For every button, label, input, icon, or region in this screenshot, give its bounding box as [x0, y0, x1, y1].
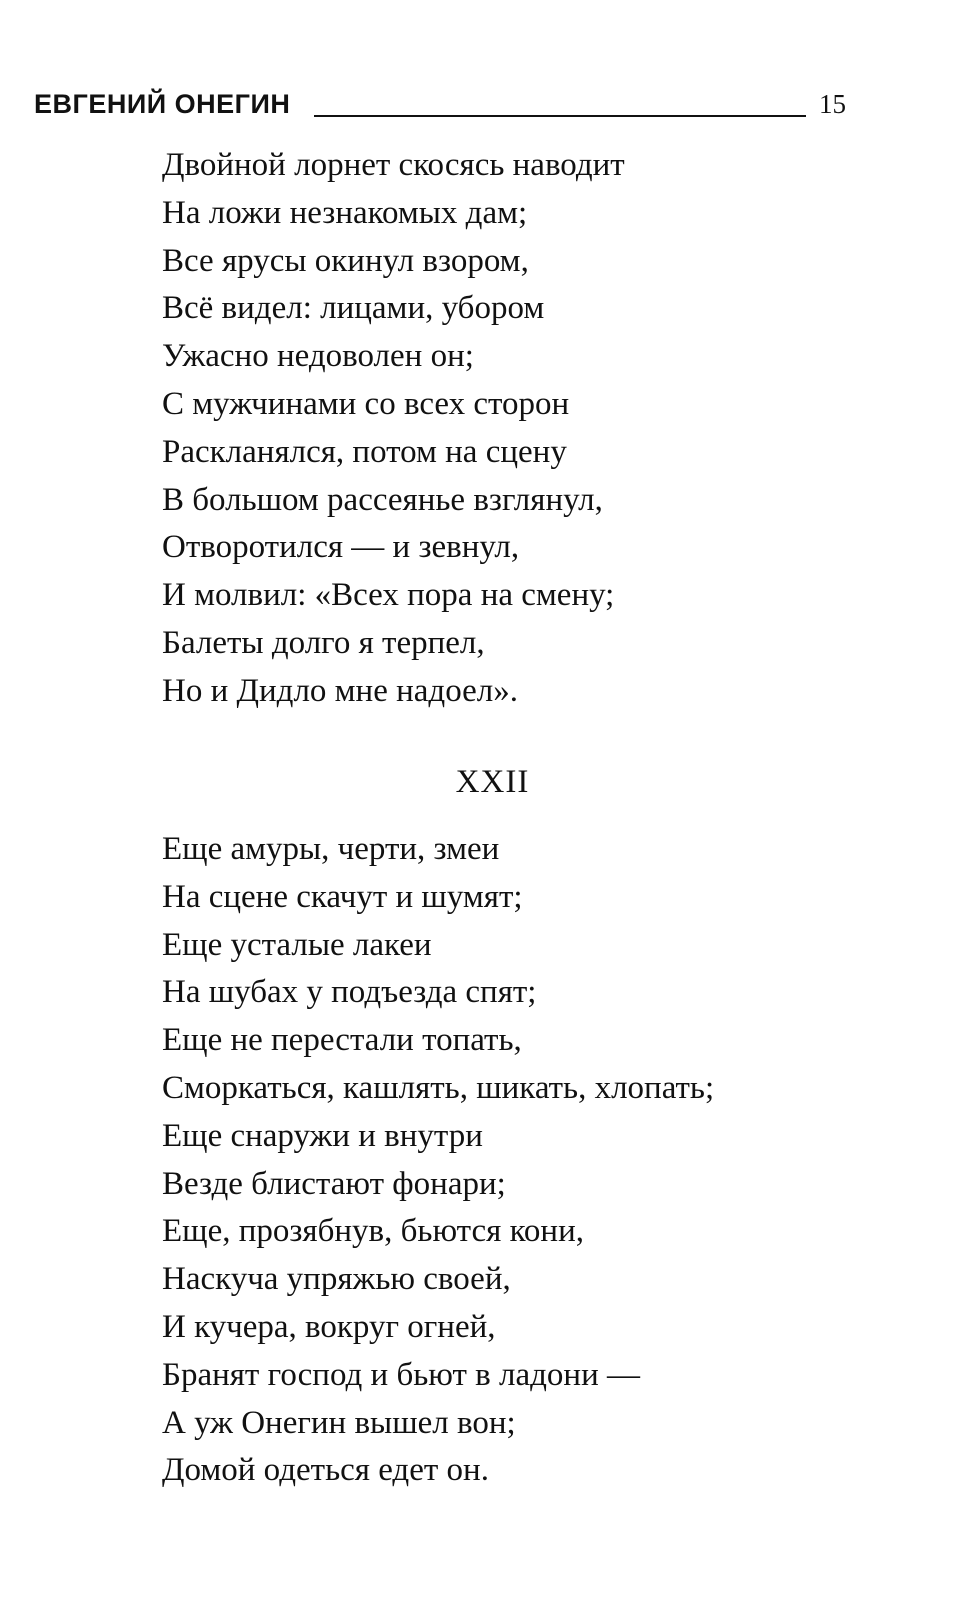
verse-line: Но и Дидло мне надоел».	[162, 672, 518, 709]
verse-line: На сцене скачут и шумят;	[162, 878, 523, 915]
stanza-number: XXII	[455, 764, 530, 800]
verse-line: Еще усталые лакеи	[162, 926, 432, 963]
verse-line: Еще не перестали топать,	[162, 1022, 522, 1059]
verse-line: И кучера, вокруг огней,	[162, 1308, 496, 1345]
verse-line: Еще, прозябнув, бьются кони,	[162, 1213, 585, 1250]
verse-line: Балеты долго я терпел,	[162, 624, 485, 661]
header-rule	[314, 115, 806, 117]
verse-line: В большом рассеянье взглянул,	[162, 481, 603, 518]
verse-line: И молвил: «Всех пора на смену;	[162, 577, 615, 614]
verse-line: На шубах у подъезда спят;	[162, 974, 537, 1011]
page-number: 15	[819, 89, 846, 119]
verse-line: Двойной лорнет скосясь наводит	[162, 147, 625, 183]
verse-line: Всё видел: лицами, убором	[162, 290, 545, 327]
verse-line: Бранят господ и бьют в ладони —	[162, 1356, 640, 1393]
verse-line: Раскланялся, потом на сцену	[162, 433, 567, 470]
verse-line: Наскуча упряжью своей,	[162, 1261, 511, 1298]
verse-line: Сморкаться, кашлять, шикать, хлопать;	[162, 1069, 715, 1106]
running-head	[34, 84, 846, 124]
verse-line: Все ярусы окинул взором,	[162, 242, 529, 279]
verse-line: Отворотился — и зевнул,	[162, 529, 520, 566]
running-title: ЕВГЕНИЙ ОНЕГИН	[34, 89, 291, 119]
verse-line: А уж Онегин вышел вон;	[162, 1404, 516, 1441]
verse-line: Везде блистают фонари;	[162, 1165, 506, 1202]
verse-line: Ужасно недоволен он;	[162, 338, 474, 375]
verse-line: На ложи незнакомых дам;	[162, 194, 528, 231]
verse-line: Домой одеться едет он.	[162, 1452, 489, 1489]
stanza-continued	[162, 142, 625, 716]
verse-line: Еще амуры, черти, змеи	[162, 831, 500, 867]
verse-line: Еще снаружи и внутри	[162, 1117, 483, 1154]
stanza-xxii	[162, 826, 714, 1495]
verse-line: С мужчинами со всех сторон	[162, 385, 570, 422]
